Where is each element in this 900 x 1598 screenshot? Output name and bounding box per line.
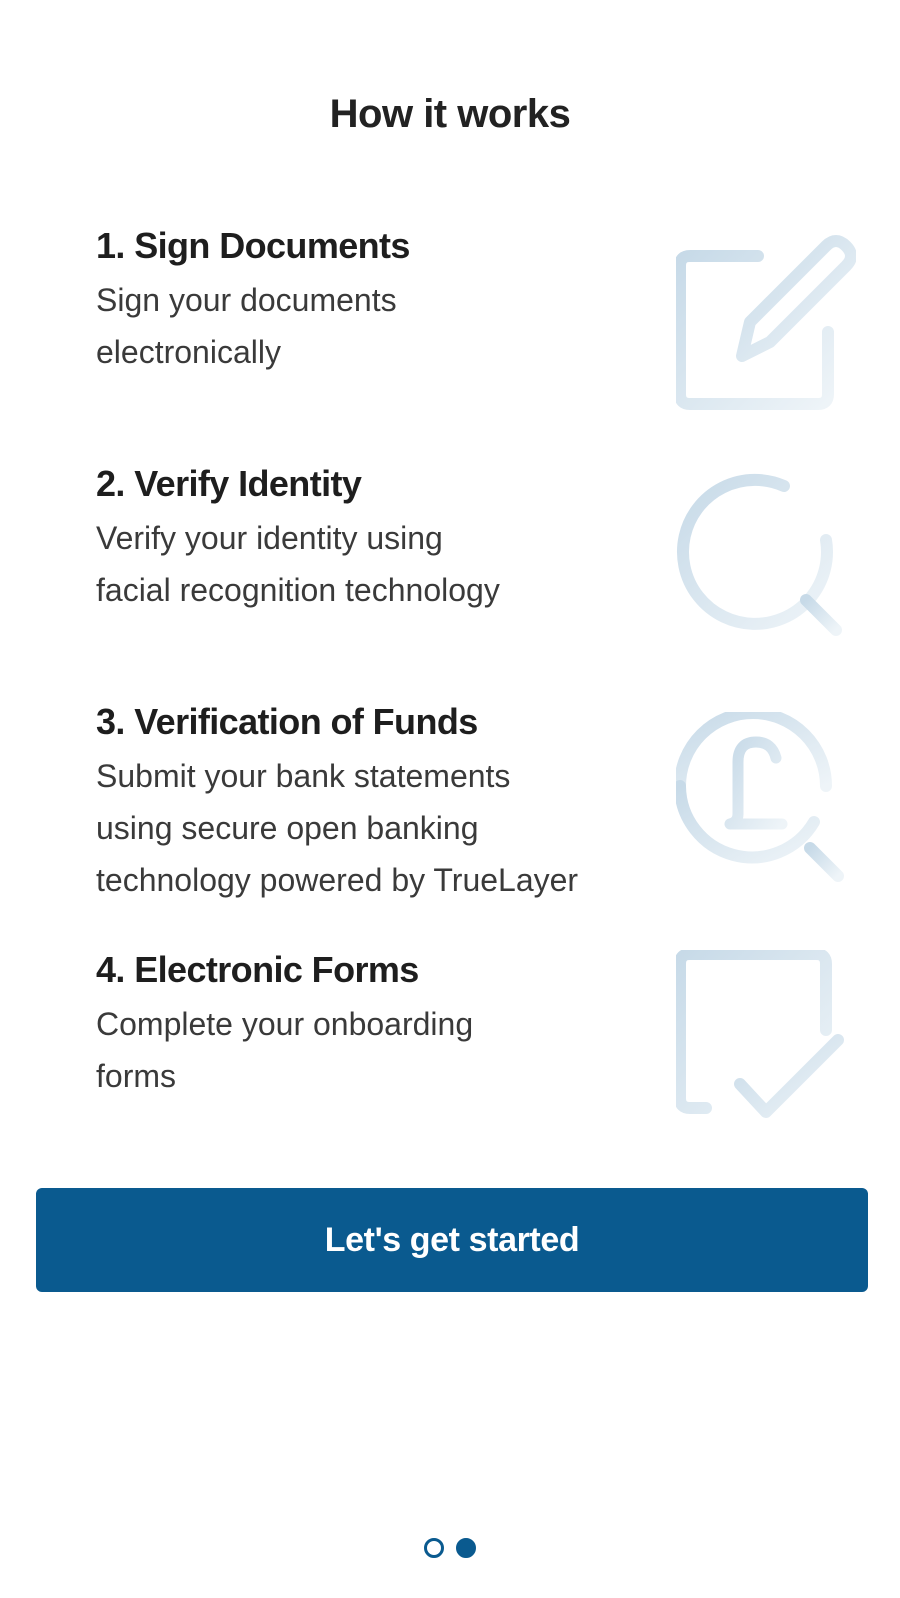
step-description: Complete your onboarding forms <box>96 1006 474 1094</box>
step-verification-of-funds <box>96 700 656 906</box>
page-indicator <box>0 1538 900 1558</box>
step-title: 2. Verify Identity <box>96 463 362 504</box>
step-description: Submit your bank statements using secure open banking technology powered by TrueLayer <box>96 758 579 898</box>
page-dot-1[interactable] <box>424 1538 444 1558</box>
pound-search-icon <box>676 712 856 902</box>
step-title: 4. Electronic Forms <box>96 949 419 990</box>
get-started-button[interactable]: Let's get started <box>36 1188 868 1292</box>
step-title: 3. Verification of Funds <box>96 701 478 742</box>
step-description: Sign your documents electronically <box>96 282 397 370</box>
step-electronic-forms <box>96 948 656 1102</box>
form-check-icon <box>676 950 856 1140</box>
step-verify-identity <box>96 462 656 616</box>
step-description: Verify your identity using facial recognition technology <box>96 520 500 608</box>
page-title: How it works <box>329 92 571 136</box>
step-sign-documents <box>96 224 656 378</box>
search-identity-icon <box>676 470 856 660</box>
page-dot-2-active[interactable] <box>456 1538 476 1558</box>
sign-document-icon <box>676 228 856 418</box>
step-title: 1. Sign Documents <box>96 225 410 266</box>
